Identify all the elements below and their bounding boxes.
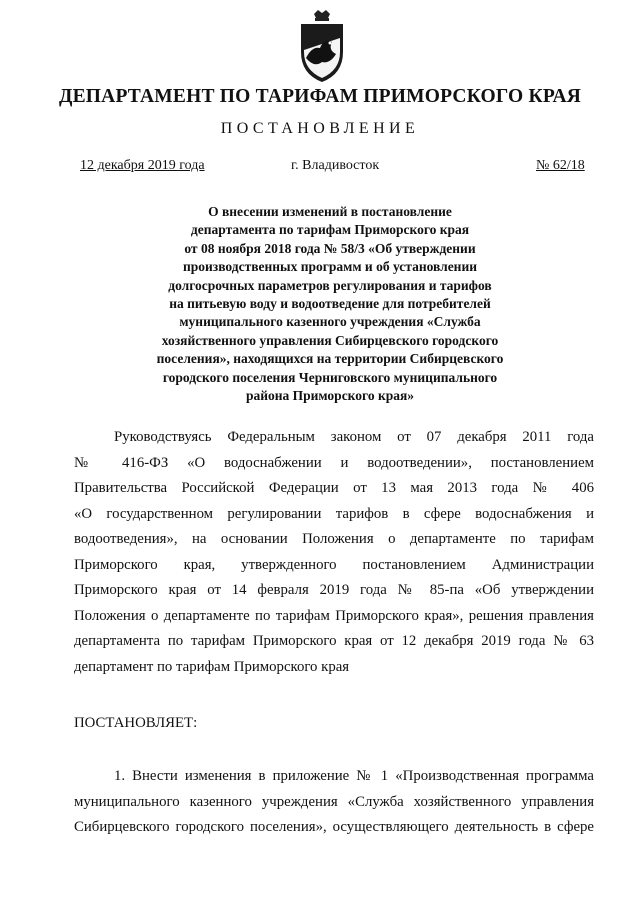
preamble-line: Положения о департаменте по тарифам Приморского края», решения правления: [74, 607, 594, 624]
title-line: департамента по тарифам Приморского края: [190, 222, 470, 238]
document-date: 12 декабря 2019 года: [80, 158, 205, 173]
document-title: [120, 203, 540, 405]
preamble-line: № 416-ФЗ «О водоснабжении и водоотведении», постановлением: [74, 454, 594, 471]
item-line: муниципального казенного учреждения «Служба хозяйственного управления: [74, 793, 594, 810]
title-line: на питьевую воду и водоотведение для потребителей: [169, 296, 491, 312]
title-line: от 08 ноября 2018 года № 58/3 «Об утверждении: [184, 240, 476, 256]
document-type: ПОСТАНОВЛЕНИЕ: [220, 120, 420, 137]
preamble-line: департамента по тарифам Приморского края от 12 декабря 2019 года № 63: [74, 633, 594, 649]
resolves-text: ПОСТАНОВЛЯЕТ:: [74, 715, 198, 731]
preamble-line: водоотведения», на основании Положения о департаменте по тарифам: [74, 531, 594, 547]
coat-of-arms-emblem: [298, 8, 346, 84]
title-line: городского поселения Черниговского муниципального: [162, 369, 498, 385]
preamble-line: Руководствуясь Федеральным законом от 07 декабря 2011 года: [114, 429, 594, 445]
document-city: г. Владивосток: [291, 158, 380, 173]
item-line: 1. Внести изменения в приложение № 1 «Производственная программа: [114, 768, 594, 784]
title-line: долгосрочных параметров регулирования и тарифов: [168, 277, 492, 293]
title-line: поселения», находящихся на территории Сибирцевского: [156, 351, 504, 367]
department-name: ДЕПАРТАМЕНТ ПО ТАРИФАМ ПРИМОРСКОГО КРАЯ: [58, 86, 582, 107]
preamble-line: Правительства Российской Федерации от 13 мая 2013 года № 406: [74, 480, 594, 496]
preamble-line: «О государственном регулировании тарифов в сфере водоснабжения и: [74, 505, 594, 522]
preamble-line: департамент по тарифам Приморского края: [74, 658, 350, 675]
title-line: производственных программ и об установлении: [182, 259, 478, 275]
title-line: муниципального казенного учреждения «Служба: [179, 314, 481, 330]
title-line: О внесении изменений в постановление: [208, 204, 452, 219]
preamble-line: Приморского края, утвержденного постановлением Администрации: [74, 556, 594, 573]
preamble-paragraph: [74, 425, 594, 680]
document-number: № 62/18: [536, 158, 585, 173]
title-line: хозяйственного управления Сибирцевского городского: [161, 332, 499, 348]
title-line: района Приморского края»: [245, 388, 415, 404]
preamble-line: Приморского края от 14 февраля 2019 года № 85-па «Об утверждении: [74, 582, 594, 598]
resolves-heading: [74, 711, 594, 737]
item-1-paragraph: [74, 764, 594, 841]
item-line: Сибирцевского городского поселения», осуществляющего деятельность в сфере: [74, 819, 594, 835]
